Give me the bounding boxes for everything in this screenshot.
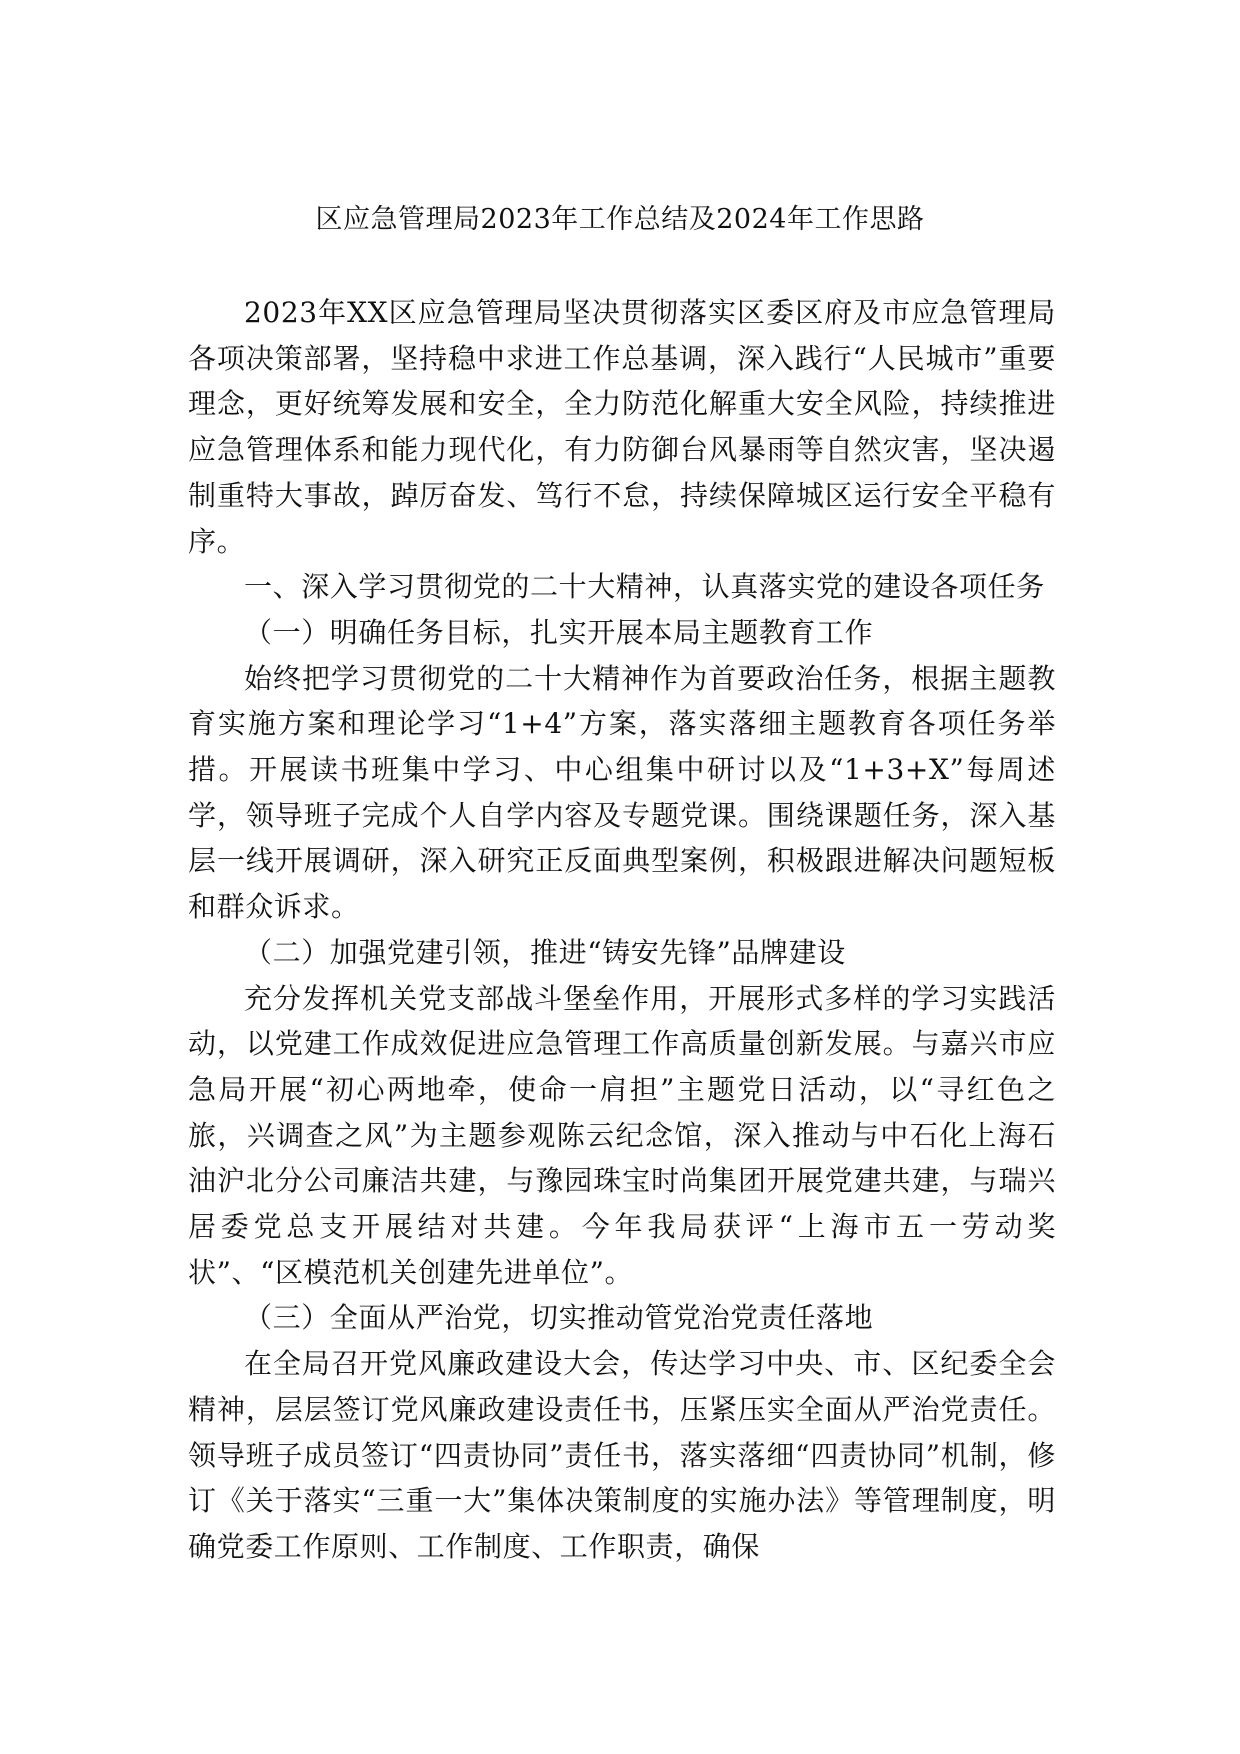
body-paragraph-1: 始终把学习贯彻党的二十大精神作为首要政治任务，根据主题教育实施方案和理论学习“1+4”方案，落实落细主题教育各项任务举措。开展读书班集中学习、中心组集中研讨以及“1+3+X”每周述学，领导班子完成个人自学内容及专题党课。围绕课题任务，深入基层一线开展调研，深入研究正反面典型案例，积极跟进解决问题短板和群众诉求。	[188, 661, 1056, 924]
section-heading-1: 一、深入学习贯彻党的二十大精神，认真落实党的建设各项任务	[244, 570, 1045, 604]
subsection-heading-2: （二）加强党建引领，推进“铸安先锋”品牌建设	[244, 935, 846, 969]
body-paragraph-2: 充分发挥机关党支部战斗堡垒作用，开展形式多样的学习实践活动，以党建工作成效促进应急管理工作高质量创新发展。与嘉兴市应急局开展“初心两地牵，使命一肩担”主题党日活动，以“寻红色之旅，兴调查之风”为主题参观陈云纪念馆，深入推动与中石化上海石油沪北分公司廉洁共建，与豫园珠宝时尚集团开展党建共建，与瑞兴居委党总支开展结对共建。今年我局获评“上海市五一劳动奖状”、“区模范机关创建先进单位”。	[188, 981, 1056, 1289]
body-paragraph-3: 在全局召开党风廉政建设大会，传达学习中央、市、区纪委全会精神，层层签订党风廉政建设责任书，压紧压实全面从严治党责任。领导班子成员签订“四责协同”责任书，落实落细“四责协同”机制，修订《关于落实“三重一大”集体决策制度的实施办法》等管理制度，明确党委工作原则、工作制度、工作职责，确保	[188, 1347, 1056, 1563]
subsection-heading-3: （三）全面从严治党，切实推动管党治党责任落地	[244, 1301, 874, 1335]
document-title: 区应急管理局2023年工作总结及2024年工作思路	[315, 204, 925, 235]
subsection-heading-1: （一）明确任务目标，扎实开展本局主题教育工作	[244, 615, 874, 649]
intro-paragraph: 2023年XX区应急管理局坚决贯彻落实区委区府及市应急管理局各项决策部署，坚持稳中求进工作总基调，深入践行“人民城市”重要理念，更好统筹发展和安全，全力防范化解重大安全风险，持续推进应急管理体系和能力现代化，有力防御台风暴雨等自然灾害，坚决遏制重特大事故，踔厉奋发、笃行不怠，持续保障城区运行安全平稳有序。	[188, 296, 1056, 558]
document-body	[188, 290, 1056, 1570]
